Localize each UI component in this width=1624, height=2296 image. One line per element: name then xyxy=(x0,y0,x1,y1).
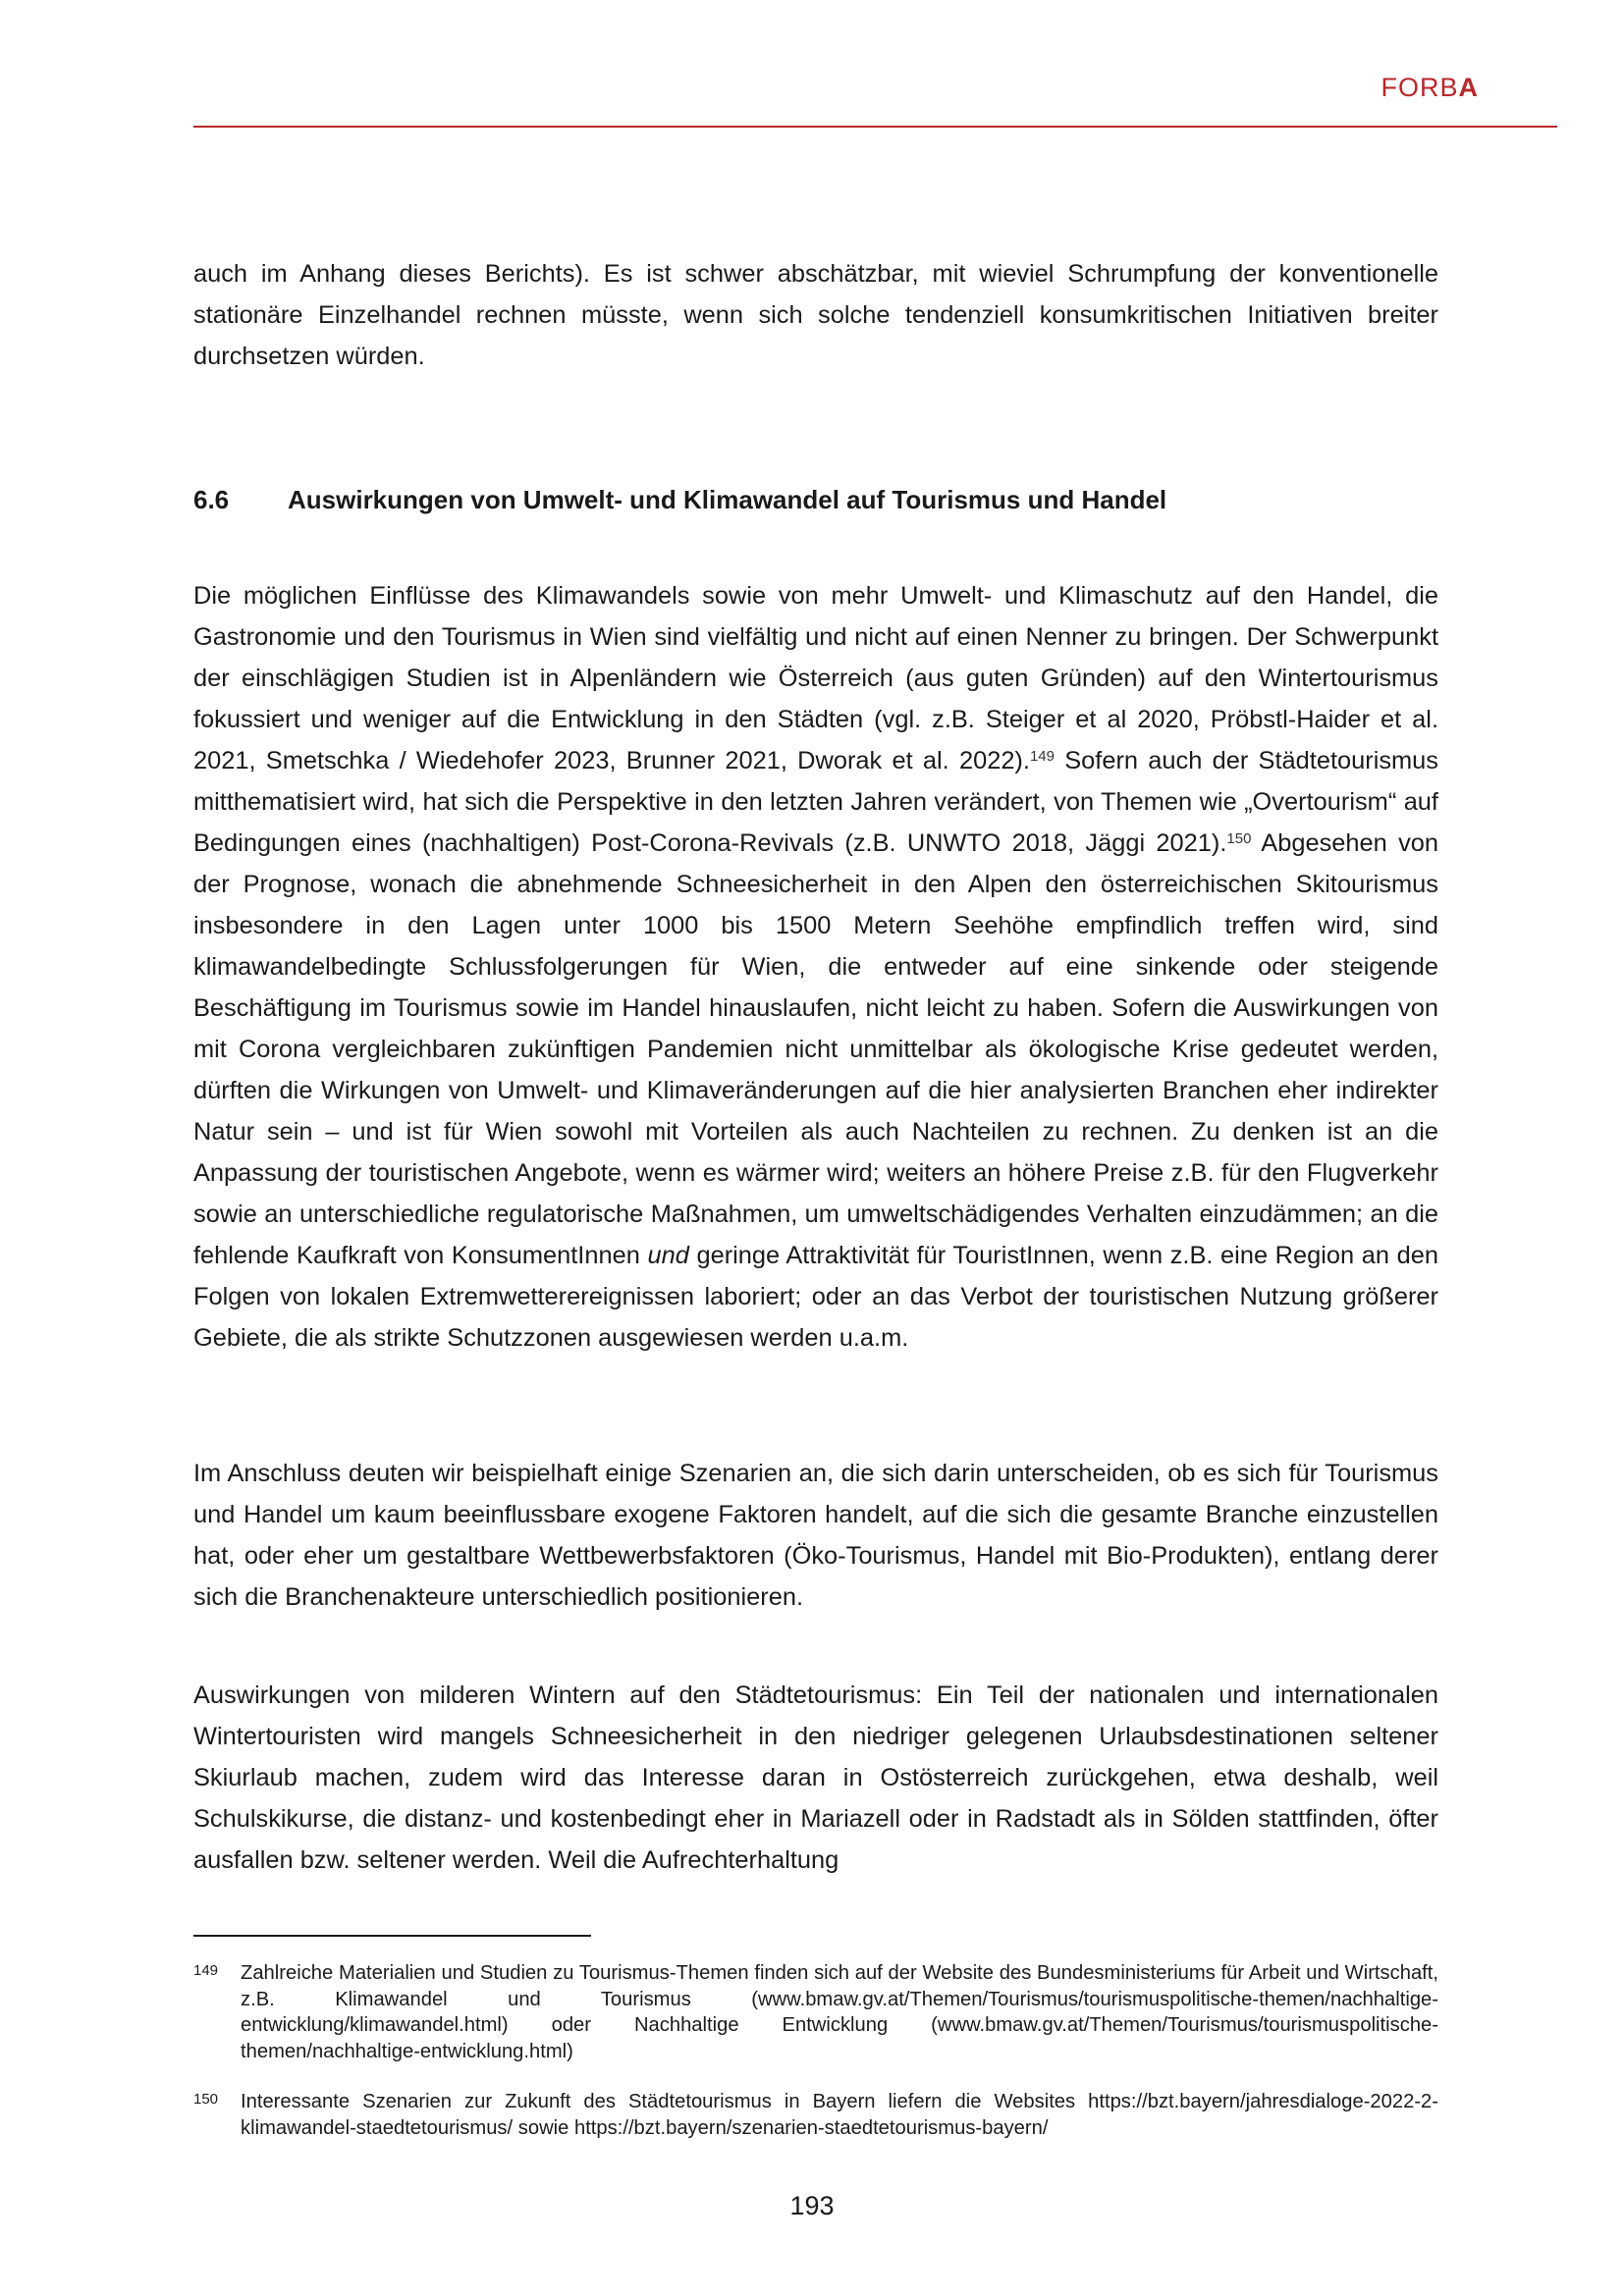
winter-paragraph: Auswirkungen von milderen Wintern auf den Städtetourismus: Ein Teil der nationalen und internationalen Wintertouristen wird mangels Schneesicherheit in den niedriger gelegenen Urlaubsdestinationen seltener Skiurlaub machen, zudem wird das Interesse daran in Ostösterreich zurückgehen, etwa deshalb, weil Schulskikurse, die distanz- und kostenbedingt eher in Mariazell oder in Radstadt als in Sölden stattfinden, öfter ausfallen bzw. seltener werden. Weil die Aufrechterhaltung xyxy=(193,1682,1438,1874)
main-paragraph xyxy=(193,575,1438,1359)
logo-suffix: A xyxy=(1458,73,1479,102)
main-paragraph-part1: Die möglichen Einflüsse des Klimawandels sowie von mehr Umwelt- und Klimaschutz auf den Handel, die Gastronomie und den Tourismus in Wien sind vielfältig und nicht auf einen Nenner zu bringen. Der Schwerpunkt der einschlägigen Studien ist in Alpenländern wie Österreich (aus guten Gründen) auf den Wintertourismus fokussiert und weniger auf die Entwicklung in den Städten (vgl. z.B. Steiger et al 2020, Pröbstl-Haider et al. 2021, Smetschka / Wiedehofer 2023, Brunner 2021, Dworak et al. 2022). xyxy=(193,582,1438,774)
logo-prefix: FORB xyxy=(1380,73,1459,102)
footnote-separator xyxy=(193,1935,591,1937)
main-paragraph-block xyxy=(193,575,1438,1359)
intro-paragraph-block xyxy=(193,253,1438,377)
main-paragraph-part2: Sofern auch der Städtetourismus mitthematisiert wird, hat sich die Perspektive in den letzten Jahren verändert, von Themen wie „Overtourism“ auf Bedingungen eines (nachhaltigen) Post-Corona-Revivals (z.B. UNWTO 2018, Jäggi 2021). xyxy=(193,747,1438,857)
footnote-text: Zahlreiche Materialien und Studien zu Tourismus-Themen finden sich auf der Website des Bundesministeriums für Arbeit und Wirtschaft, z.B. Klimawandel und Tourismus (www.bmaw.gv.at/Themen/Tourismus/tourismuspolitische-themen/nachhaltige-entwicklung/klimawandel.html) oder Nachhaltige Entwicklung (www.bmaw.gv.at/Themen/Tourismus/tourismuspolitische-themen/nachhaltige-entwicklung.html) xyxy=(241,1962,1438,2062)
forba-logo xyxy=(1380,73,1479,103)
main-paragraph-part3: Abgesehen von der Prognose, wonach die abnehmende Schneesicherheit in den Alpen den österreichischen Skitourismus insbesondere in den Lagen unter 1000 bis 1500 Metern Seehöhe empfindlich treffen wird, sind klimawandelbedingte Schlussfolgerungen für Wien, die entweder auf eine sinkende oder steigende Beschäftigung im Tourismus sowie im Handel hinauslaufen, nicht leicht zu haben. Sofern die Auswirkungen von mit Corona vergleichbaren zukünftigen Pandemien nicht unmittelbar als ökologische Krise gedeutet werden, dürften die Wirkungen von Umwelt- und Klimaveränderungen auf die hier analysierten Branchen eher indirekter Natur sein – und ist für Wien sowohl mit Vorteilen als auch Nachteilen zu rechnen. Zu denken ist an die Anpassung der touristischen Angebote, wenn es wärmer wird; weiters an höhere Preise z.B. für den Flugverkehr sowie an unterschiedliche regulatorische Maßnahmen, um umweltschädigendes Verhalten einzudämmen; an die fehlende Kaufkraft von KonsumentInnen xyxy=(193,829,1439,1269)
footnote-150 xyxy=(193,2089,1438,2141)
footnote-ref-149[interactable]: 149 xyxy=(1029,748,1055,765)
scenarios-paragraph-block xyxy=(193,1453,1438,1618)
header-rule xyxy=(193,126,1557,128)
section-heading xyxy=(193,485,1166,515)
footnote-ref-150[interactable]: 150 xyxy=(1226,830,1252,847)
main-paragraph-part4: geringe Attraktivität für TouristInnen, wenn z.B. eine Region an den Folgen von lokalen Extremwetterereignissen laboriert; oder an das Verbot der touristischen Nutzung größerer Gebiete, die als strikte Schutzzonen ausgewiesen werden u.a.m. xyxy=(193,1242,1438,1352)
footnote-marker: 149 xyxy=(193,1962,219,1979)
emphasis-und: und xyxy=(647,1242,689,1269)
section-title: Auswirkungen von Umwelt- und Klimawandel auf Tourismus und Handel xyxy=(288,485,1167,514)
section-number: 6.6 xyxy=(193,485,230,514)
intro-paragraph: auch im Anhang dieses Berichts). Es ist schwer abschätzbar, mit wieviel Schrumpfung der konventionelle stationäre Einzelhandel rechnen müsste, wenn sich solche tendenziell konsumkritischen Initiativen breiter durchsetzen würden. xyxy=(193,260,1438,370)
footnote-text: Interessante Szenarien zur Zukunft des Städtetourismus in Bayern liefern die Websites https://bzt.bayern/jahresdialoge-2022-2-klimawandel-staedtetourismus/ sowie https://bzt.bayern/szenarien-staedtetourismus-bayern/ xyxy=(241,2091,1438,2139)
page-number: 193 xyxy=(789,2191,835,2220)
scenarios-paragraph: Im Anschluss deuten wir beispielhaft einige Szenarien an, die sich darin unterscheiden, ob es sich für Tourismus und Handel um kaum beeinflussbare exogene Faktoren handelt, auf die sich die gesamte Branche einzustellen hat, oder eher um gestaltbare Wettbewerbsfaktoren (Öko-Tourismus, Handel mit Bio-Produkten), entlang derer sich die Branchenakteure unterschiedlich positionieren. xyxy=(193,1460,1438,1611)
footnote-149 xyxy=(193,1960,1438,2064)
winter-paragraph-block xyxy=(193,1675,1438,1881)
footnote-marker: 150 xyxy=(193,2091,219,2108)
